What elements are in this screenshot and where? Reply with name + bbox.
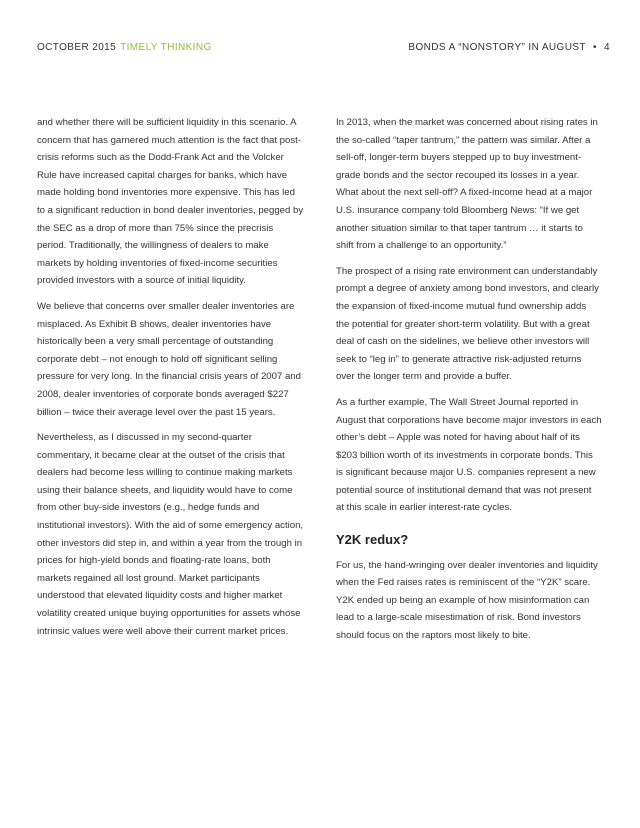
left-paragraph-1: and whether there will be sufficient liquidity in this scenario. A concern that has garnered much attention is the fact that post-crisis reforms such as the Dodd-Frank Act and the Volcker Rule have increased capital charges for banks, which have made holding bond inventories more expensive. This has led to a significant reduction in bond dealer inventories, pegged by the SEC as a drop of more than 75% since the precrisis period. Traditionally, the willingness of dealers to make markets by holding inventories of fixed-income securities provided investors with a source of initial liquidity. xyxy=(37,117,304,287)
header-title: BONDS A “NONSTORY” IN AUGUST xyxy=(408,42,586,53)
closing-paragraph: For us, the hand-wringing over dealer inventories and liquidity when the Fed raises rates is reminiscent of the “Y2K” scare. Y2K ended up being an example of how misinformation can lead to a large-scale misestimation of risk. Bond investors should focus on the raptors most likely to bite. xyxy=(336,559,598,642)
right-paragraph-2: The prospect of a rising rate environment can understandably prompt a degree of anxiety among bond investors, and clearly the expansion of fixed-income mutual fund ownership adds the potential for greater short-term volatility. But with a great deal of cash on the sidelines, we believe other investors will seek to “leg in” to generate attractive risk-adjusted returns over the longer term and provide a buffer. xyxy=(336,265,599,383)
header-date: OCTOBER 2015 xyxy=(37,42,117,53)
right-paragraph-1: In 2013, when the market was concerned about rising rates in the so-called “taper tantrum,” the pattern was similar. After a sell-off, longer-term buyers stepped up to buy investment-grade bonds and the sector recouped its losses in a year. What about the next sell-off? A fixed-income head at a major U.S. insurance company told Bloomberg News: “If we get another situation similar to that taper tantrum … it starts to shift from a challenge to an opportunity.” xyxy=(336,117,598,252)
right-paragraph-3: As a further example, The Wall Street Journal reported in August that corporations have become major investors in each other’s debt – Apple was noted for having about half of its $203 billion worth of its investments in corporate bonds. This is significant because major U.S. companies represent a new potential source of institutional demand that was not present at this scale in earlier interest-rate cycles. xyxy=(336,396,602,514)
page-header xyxy=(37,42,610,56)
page-number: 4 xyxy=(604,42,610,53)
header-right xyxy=(408,42,610,53)
header-bullet: • xyxy=(592,42,597,53)
left-paragraph-2: We believe that concerns over smaller dealer inventories are misplaced. As Exhibit B shows, dealer inventories have historically been a very small percentage of outstanding corporate debt – not enough to hold off significant selling pressure for very long. In the financial crisis years of 2007 and 2008, dealer inventories of corporate bonds averaged $227 billion – twice their average level over the past 15 years. xyxy=(37,300,301,418)
section-heading: Y2K redux? xyxy=(336,532,409,548)
header-left xyxy=(37,42,212,53)
left-paragraph-3: Nevertheless, as I discussed in my second-quarter commentary, it became clear at the outset of the crisis that dealers had become less willing to continue making markets using their balance sheets, and liquidity would have to come from other buy-side investors (e.g., hedge funds and institutional investors). With the aid of some emergency action, other investors did step in, and within a year from the trough in prices for high-yield bonds and floating-rate loans, both markets regained all lost ground. Market participants understood that elevated liquidity costs and higher market volatility created unique buying opportunities for assets whose intrinsic values were well above their current market prices. xyxy=(37,432,304,637)
right-column xyxy=(336,114,602,653)
header-section: TIMELY THINKING xyxy=(120,42,212,53)
left-column xyxy=(37,114,305,648)
